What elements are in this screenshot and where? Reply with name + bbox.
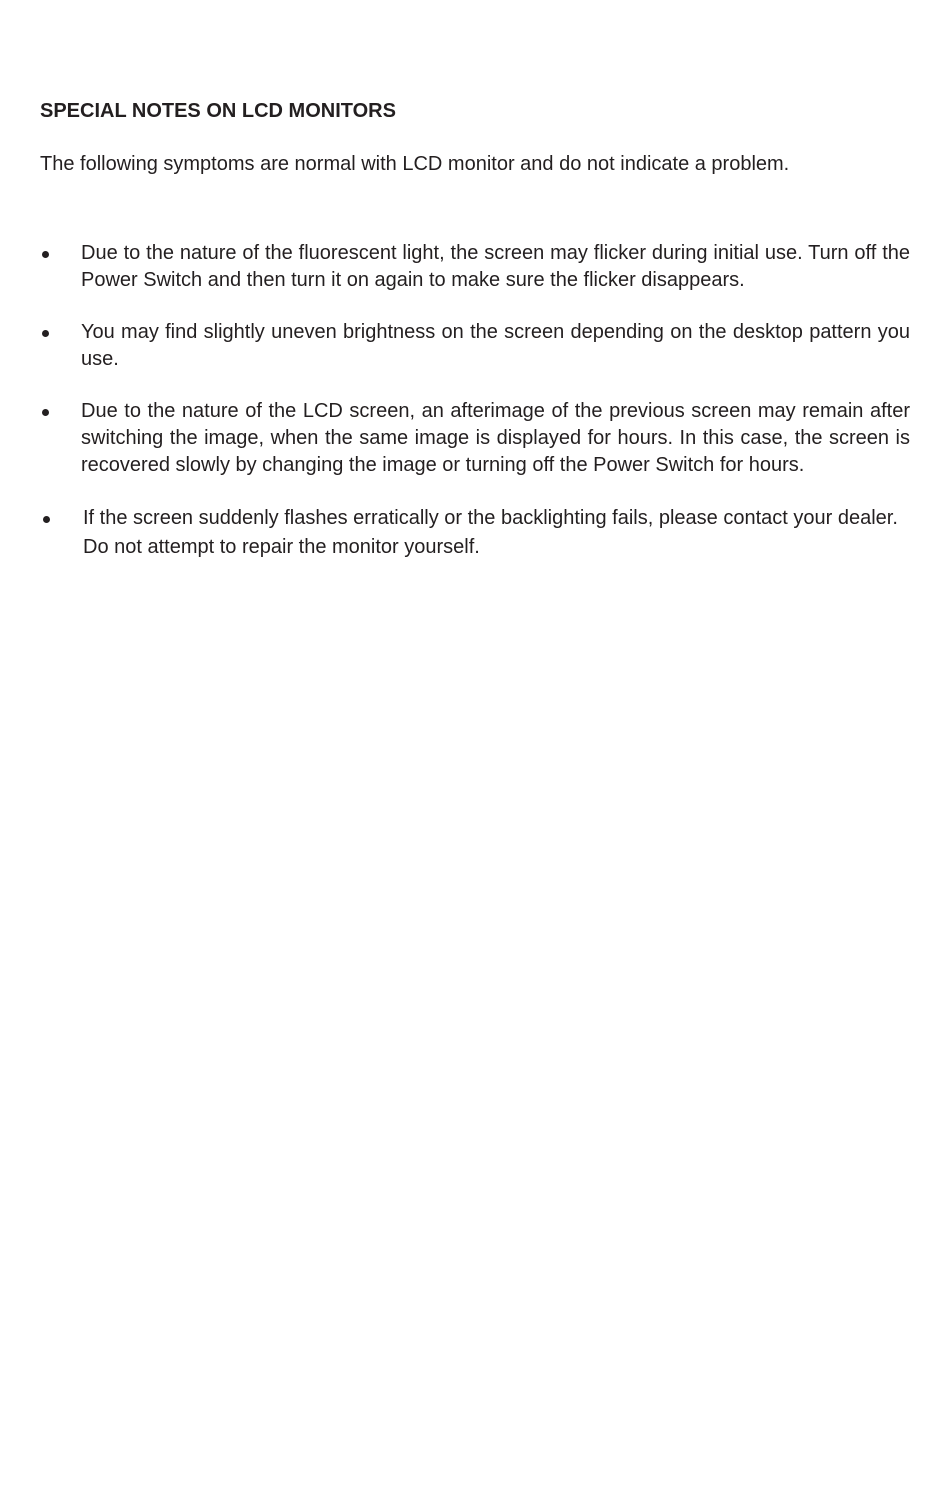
note-text: Due to the nature of the fluorescent light, the screen may flicker during initial use. Turn off the Power Switch and then turn it on again to make sure the flicker disappears. [81, 242, 910, 291]
notes-list [0, 240, 950, 587]
bullet-icon [42, 409, 49, 416]
note-text: Due to the nature of the LCD screen, an afterimage of the previous screen may remain after switching the image, when the same image is displayed for hours. In this case, the screen is recovered slowly by changing the image or turning off the Power Switch for hours. [81, 400, 910, 476]
bullet-icon [42, 330, 49, 337]
bullet-icon [43, 516, 50, 523]
list-item [0, 240, 910, 294]
note-text: If the screen suddenly flashes erratically or the backlighting fails, please contact your dealer. Do not attempt to repair the monitor yourself. [83, 507, 898, 558]
list-item [0, 319, 910, 373]
list-item [0, 504, 913, 562]
note-text: You may find slightly uneven brightness on the screen depending on the desktop pattern you use. [81, 321, 910, 370]
list-item [0, 398, 910, 479]
page-title: SPECIAL NOTES ON LCD MONITORS [40, 100, 396, 122]
bullet-icon [42, 251, 49, 258]
intro-paragraph: The following symptoms are normal with LCD monitor and do not indicate a problem. [40, 153, 790, 175]
